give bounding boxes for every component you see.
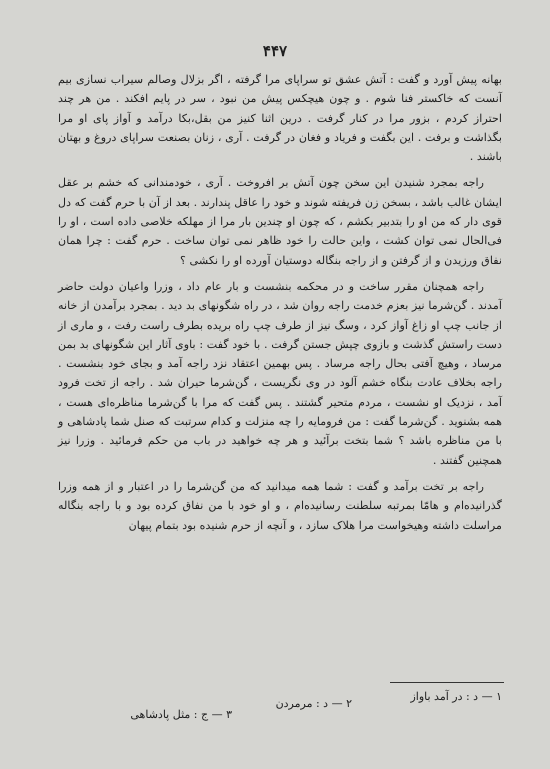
body-text bbox=[58, 70, 502, 542]
paragraph-2: راجه بمجرد شنیدن این سخن چون آتش بر افروخت . آری ، خودمندانی که خشم بر عقل ایشان غالب باشد ، بسخن زن فریفته شوند و خود را عاقل پندارند . بعد از آن با حرم گفت که دل قوی دار که من او را بتدبیر بکشم ، که چون او چندین بار مرا از مهلکه خلاصی داده است ، او را فی‌الحال نمی توان کشت ، واین حالت را خود ظاهر نمی توان ساخت . حرم گفت : چرا همان نفاق ورزیدن و از گرفتن و از راجه بنگاله دوستیان آورده او را نکشی ؟ bbox=[58, 176, 502, 267]
footnote-1: ۱ — د : در آمد باواز bbox=[410, 690, 502, 703]
paragraph-1: بهانه پیش آورد و گفت : آتش عشق تو سراپای مرا گرفته ، اگر بزلال وصالم سیراب نسازی بیم آنست که خاکستر فنا شوم . و چون هیچکس پیش من نبود ، سر در پایم افکند . من هر چند احتراز کردم ، بزور مرا در کنار گرفت . درین اثنا کنیز من بقل،بکا درآمد و آواز پای او مرا بگذاشت و برفت . این بگفت و فریاد و فغان در گرفت . آری ، زنان بصنعت سراپای دروغ و بهتان باشند . bbox=[58, 73, 502, 164]
paragraph-4: راجه بر تخت برآمد و گفت : شما همه میدانید که من گن‌شرما را در اعتبار و از همه وزرا گذرانیده‌ام و هامّا بمرتبه سلطنت رسانیده‌ام ، و او خود با من نفاق کرده بود و با راجه بنگاله مراسلت داشته وهیخواست مرا هلاک سازد ، و آنچه از حرم شنیده بود بتمام پیهان bbox=[58, 479, 502, 532]
paragraph-3: راجه همچنان مقرر ساخت و در محکمه بنشست و بار عام داد ، وزرا واعیان دولت حاضر آمدند . گن‌شرما نیز بعزم خدمت راجه روان شد ، در راه شگونهای بد دید . بمجرد برآمدن از خانه از جانب چپ او زاغ آواز کرد ، وسگ نیز از طرف چپ راه بریده بطرف راست رفت ، و ماری از دست راستش گذشت و بازوی چپش جستن گرفت . با خود گفت : باوی آثار این شگونهای بد بمن مرساد ، وهیچ آفتی بحال راجه مرساد . پس بهمین اعتقاد نزد راجه آمد و بجای خود بنشست . راجه بخلاف عادت بنگاه خشم آلود در وی نگریست ، گن‌شرما حیران شد . راجه از تخت فرود آمد ، نزدیک او نشست ، مردم متحیر گشتند . پس گفت که مرا با گن‌شرما مناظره‌ای هست ، همه بشنوید . گن‌شرما گفت : من فرومایه را چه منزلت و کدام سرتبت که صنل شما پادشاهی و با من مناظره باشد ؟ شما بتخت برآئید و هر چه خواهید در باب من حکم فرمائید . وزرا نیز همچنین گفتند . bbox=[58, 279, 502, 467]
footnote-2: ۲ — د : مرمردن bbox=[275, 697, 352, 710]
page-number: ۴۴۷ bbox=[262, 42, 288, 60]
footnote-3: ۳ — ج : مثل پادشاهی bbox=[130, 708, 232, 721]
footnote-divider bbox=[390, 682, 504, 683]
